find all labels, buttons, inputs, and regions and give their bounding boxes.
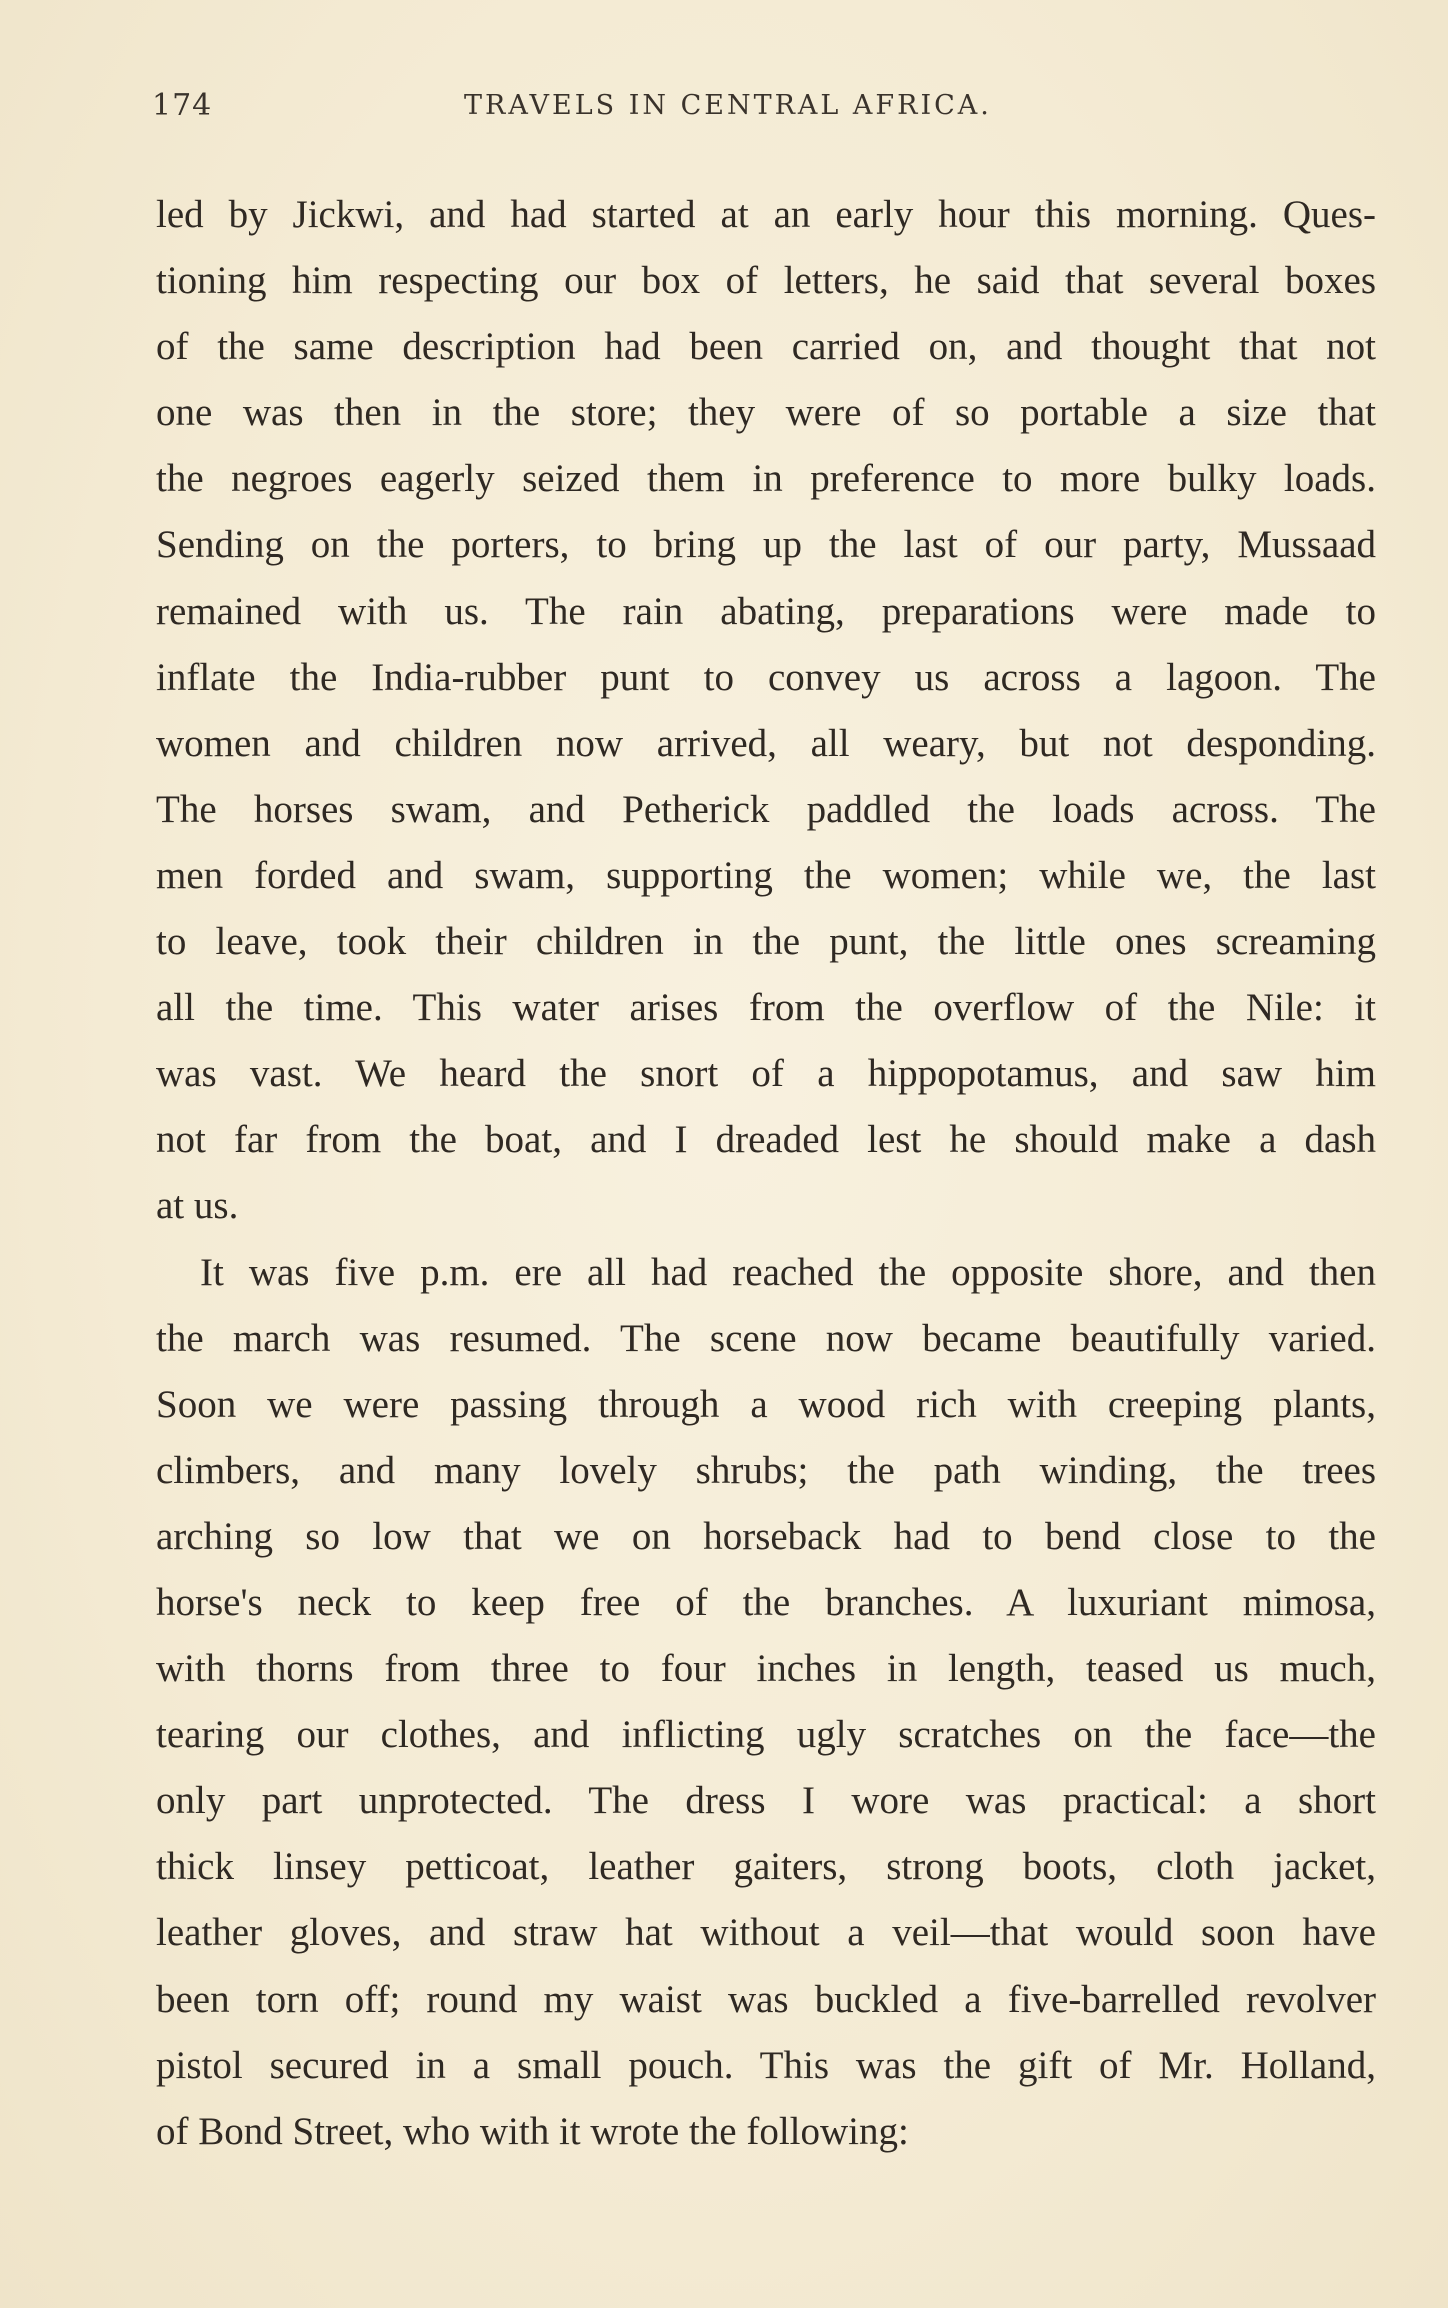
- page-number: 174: [152, 88, 213, 123]
- text-line: of the same description had been carried on, and thought that not: [156, 325, 1376, 369]
- text-line: the march was resumed. The scene now became beautifully varied.: [156, 1316, 1376, 1360]
- text-line: women and children now arrived, all weary, but not desponding.: [156, 721, 1376, 765]
- text-line: one was then in the store; they were of so portable a size that: [156, 391, 1376, 435]
- text-line: arching so low that we on horseback had to bend close to the: [156, 1514, 1376, 1558]
- text-line: leather gloves, and straw hat without a veil—that would soon have: [156, 1911, 1376, 1955]
- text-line: thick linsey petticoat, leather gaiters, strong boots, cloth jacket,: [156, 1845, 1376, 1889]
- text-line: Soon we were passing through a wood rich with creeping plants,: [156, 1382, 1376, 1426]
- text-line: Sending on the porters, to bring up the last of our party, Mussaad: [156, 523, 1376, 567]
- text-line: remained with us. The rain abating, preparations were made to: [156, 589, 1376, 633]
- text-line: The horses swam, and Petherick paddled the loads across. The: [156, 787, 1376, 831]
- text-line: at us.: [156, 1184, 239, 1228]
- text-line: only part unprotected. The dress I wore was practical: a short: [156, 1779, 1376, 1823]
- text-line: It was five p.m. ere all had reached the opposite shore, and then: [200, 1250, 1376, 1294]
- text-line: inflate the India-rubber punt to convey us across a lagoon. The: [156, 655, 1376, 699]
- text-line: with thorns from three to four inches in length, teased us much,: [156, 1647, 1376, 1691]
- text-line: of Bond Street, who with it wrote the following:: [156, 2109, 909, 2153]
- text-line: was vast. We heard the snort of a hippopotamus, and saw him: [156, 1052, 1376, 1096]
- text-line: horse's neck to keep free of the branches. A luxuriant mimosa,: [156, 1580, 1376, 1624]
- text-line: led by Jickwi, and had started at an early hour this morning. Ques-: [156, 193, 1376, 236]
- text-line: tioning him respecting our box of letters, he said that several boxes: [156, 259, 1376, 303]
- text-line: the negroes eagerly seized them in preference to more bulky loads.: [156, 457, 1376, 501]
- text-line: not far from the boat, and I dreaded lest he should make a dash: [156, 1118, 1376, 1162]
- text-line: to leave, took their children in the punt, the little ones screaming: [156, 920, 1376, 964]
- running-head: TRAVELS IN CENTRAL AFRICA.: [464, 90, 992, 121]
- text-line: tearing our clothes, and inflicting ugly scratches on the face—the: [156, 1713, 1376, 1757]
- text-line: climbers, and many lovely shrubs; the path winding, the trees: [156, 1448, 1376, 1492]
- text-line: all the time. This water arises from the overflow of the Nile: it: [156, 986, 1376, 1030]
- page-header: [152, 88, 1388, 132]
- text-line: been torn off; round my waist was buckled a five-barrelled revolver: [156, 1977, 1376, 2021]
- text-line: pistol secured in a small pouch. This was the gift of Mr. Holland,: [156, 2043, 1376, 2087]
- text-line: men forded and swam, supporting the women; while we, the last: [156, 853, 1376, 897]
- body-text: [156, 182, 1376, 2165]
